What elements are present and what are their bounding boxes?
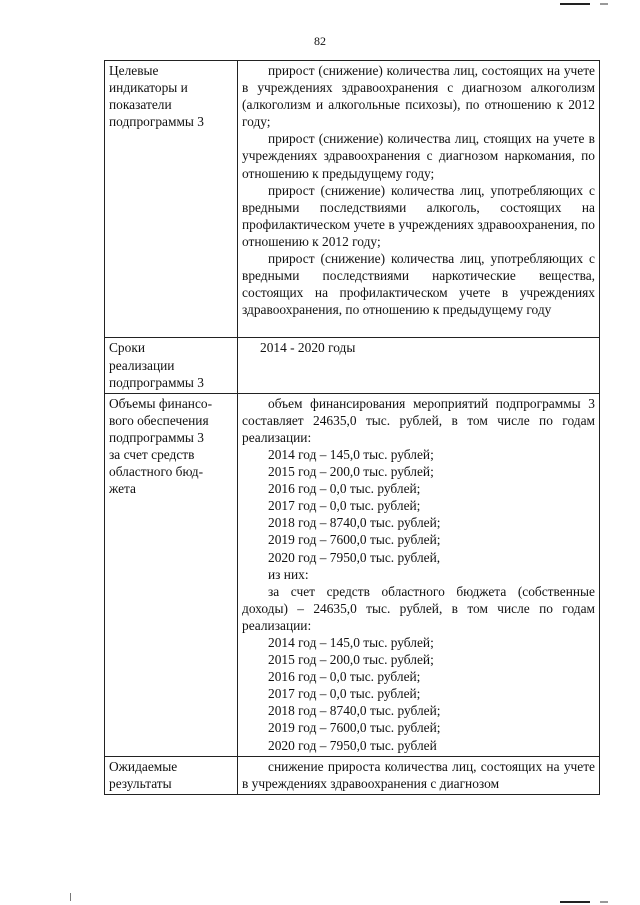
funding-year: 2016 год – 0,0 тыс. рублей;	[268, 481, 421, 497]
row-content	[238, 756, 600, 794]
regional-year: 2014 год – 145,0 тыс. рублей;	[268, 635, 434, 650]
table-row	[105, 756, 600, 794]
row-label: Объемы финансо- вого обеспечения подпрограммы 3 за счет средств областного бюд- жета	[105, 393, 238, 756]
indicator-paragraph: прирост (снижение) количества лиц, стоящих на учете в учреждениях здравоохранения с диагнозом наркомания, по отношению к предыдущему году;	[242, 131, 595, 181]
funding-intro: объем финансирования мероприятий подпрограммы 3 составляет 24635,0 тыс. рублей, в том числе по годам реализации:	[242, 395, 595, 445]
table-row	[105, 61, 600, 338]
row-content	[238, 338, 600, 393]
scan-mark	[560, 901, 590, 903]
funding-year: 2020 год – 7950,0 тыс. рублей,	[268, 549, 441, 565]
funding-year: 2014 год – 145,0 тыс. рублей;	[268, 446, 434, 462]
regional-year: 2016 год – 0,0 тыс. рублей;	[268, 669, 421, 685]
regional-year: 2015 год – 200,0 тыс. рублей;	[268, 652, 434, 668]
funding-year: 2015 год – 200,0 тыс. рублей;	[268, 464, 434, 480]
scan-mark	[600, 901, 608, 903]
table-row	[105, 338, 600, 393]
table-row	[105, 393, 600, 756]
funding-year: 2017 год – 0,0 тыс. рублей;	[268, 498, 421, 514]
regional-year: 2017 год – 0,0 тыс. рублей;	[268, 686, 421, 702]
funding-year: 2019 год – 7600,0 тыс. рублей;	[268, 532, 441, 548]
regional-year: 2020 год – 7950,0 тыс. рублей	[268, 737, 437, 753]
row-content	[238, 393, 600, 756]
regional-year: 2019 год – 7600,0 тыс. рублей;	[268, 720, 441, 736]
expected-result-paragraph: снижение прироста количества лиц, состоящих на учете в учреждениях здравоохранения с диагнозом	[242, 758, 595, 791]
indicator-paragraph: прирост (снижение) количества лиц, употребляющих с вредными последствиями наркотические вещества, состоящих на профилактическом учете в учреждениях здравоохранения, по отношению к предыдущему году	[242, 251, 595, 318]
row-content	[238, 61, 600, 338]
page-number: 82	[314, 34, 326, 48]
regional-year: 2018 год – 8740,0 тыс. рублей;	[268, 703, 441, 719]
indicator-paragraph: прирост (снижение) количества лиц, употребляющих с вредными последствиями алкоголь, состоящих на профилактическом учете в учреждениях здравоохранения, по отношению к 2012 году;	[242, 182, 595, 249]
regional-budget-text: за счет средств областного бюджета (собственные доходы) – 24635,0 тыс. рублей, в том числе по годам реализации:	[242, 583, 595, 633]
scan-mark	[560, 3, 590, 5]
passport-table	[104, 60, 600, 795]
period-value: 2014 - 2020 годы	[260, 340, 356, 356]
row-label: Целевые индикаторы и показатели подпрограммы 3	[105, 61, 238, 338]
row-label: Сроки реализации подпрограммы 3	[105, 338, 238, 393]
scan-mark	[600, 3, 608, 5]
scan-mark	[70, 893, 71, 901]
funding-year: 2018 год – 8740,0 тыс. рублей;	[268, 515, 441, 531]
of-them-label: из них:	[268, 566, 309, 582]
indicator-paragraph: прирост (снижение) количества лиц, состоящих на учете в учреждениях здравоохранения с диагнозом алкоголизм (алкоголизм и алкогольные психозы), по отношению к 2012 году;	[242, 63, 595, 130]
row-label: Ожидаемые результаты	[105, 756, 238, 794]
